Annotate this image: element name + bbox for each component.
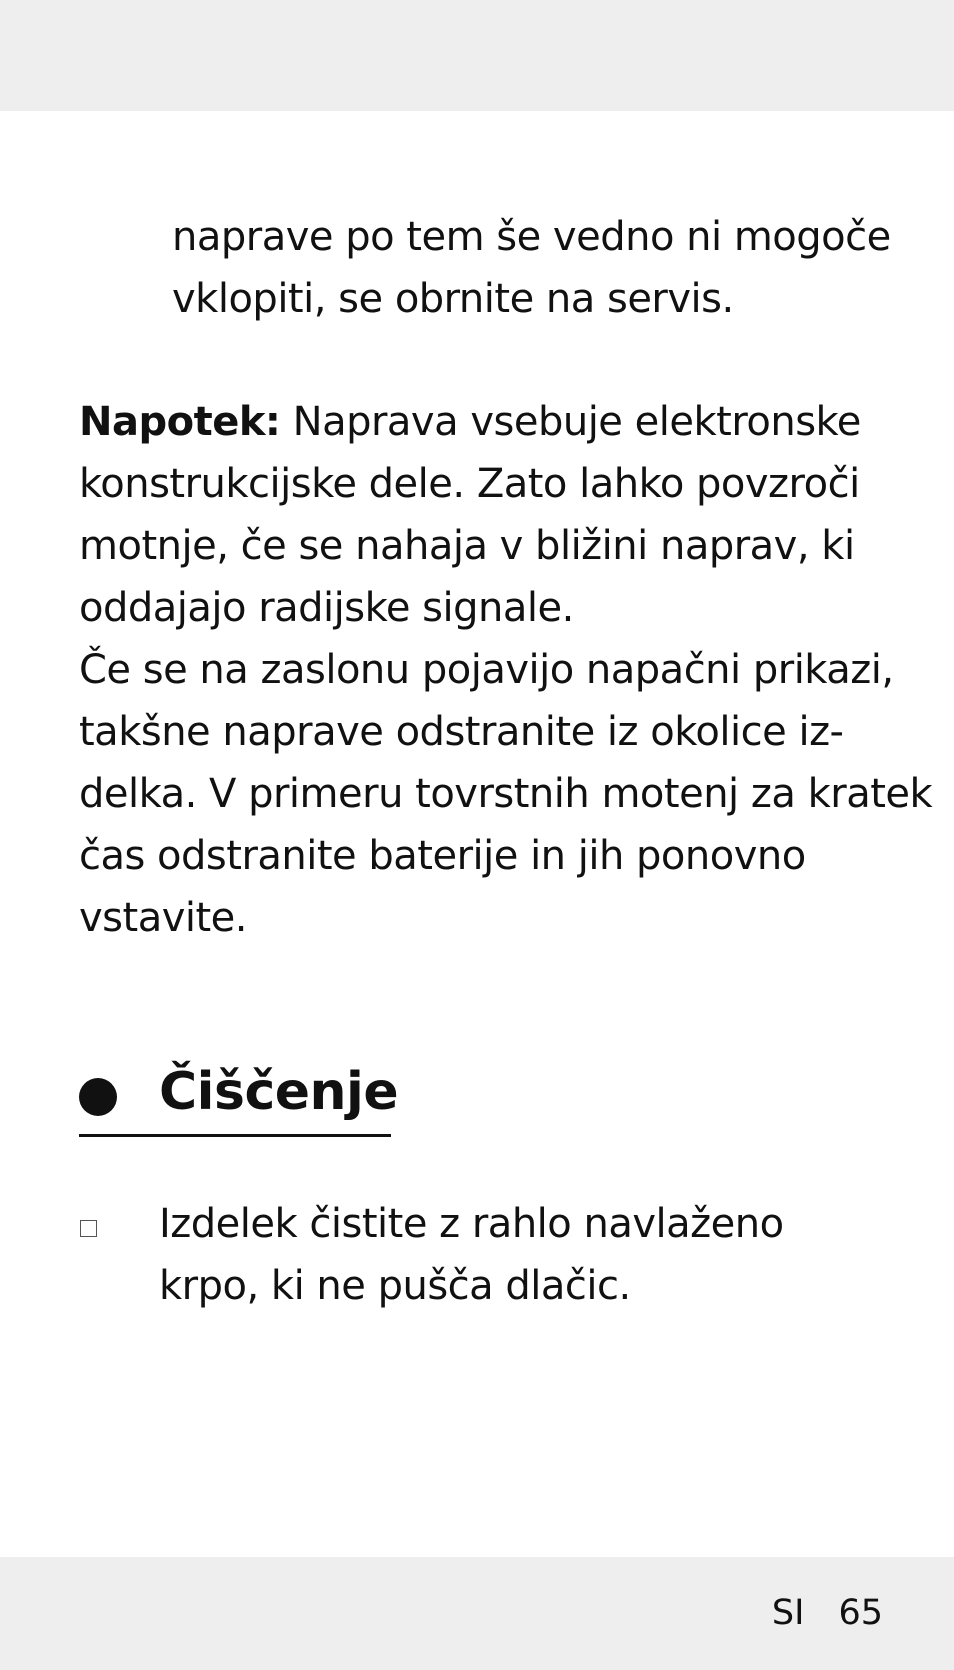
note-paragraph — [79, 391, 932, 949]
continued-paragraph — [172, 206, 891, 330]
text-line: Če se na zaslonu pojavijo napačni prikazi, — [79, 647, 894, 693]
text-line: vstavite. — [79, 895, 247, 941]
section-heading — [79, 1050, 399, 1137]
page-number: 65 — [838, 1593, 883, 1633]
text-line: takšne naprave odstranite iz okolice iz- — [79, 709, 844, 755]
header-band — [0, 0, 954, 111]
text-line: Izdelek čistite z rahlo navlaženo — [159, 1201, 784, 1247]
instruction-paragraph — [159, 1193, 784, 1317]
language-code: SI — [771, 1593, 805, 1633]
section-title: Čiščenje — [159, 1062, 399, 1122]
text-line — [79, 391, 932, 453]
text-line: konstrukcijske dele. Zato lahko povzroči — [79, 461, 860, 507]
note-first-line-text: Naprava vsebuje elektronske — [280, 399, 861, 445]
checkbox-square-icon — [80, 1220, 97, 1237]
text-line: čas odstranite baterije in jih ponovno — [79, 833, 806, 879]
page-footer — [772, 1589, 883, 1637]
text-line: oddajajo radijske signale. — [79, 585, 574, 631]
text-line: delka. V primeru tovrstnih motenj za kratek — [79, 771, 933, 817]
text-line: naprave po tem še vedno ni mogoče — [172, 214, 891, 260]
note-label: Napotek: — [79, 399, 281, 445]
bullet-dot-icon — [79, 1078, 117, 1116]
text-line: krpo, ki ne pušča dlačic. — [159, 1263, 631, 1309]
text-line: motnje, če se nahaja v bližini naprav, ki — [79, 523, 855, 569]
text-line: vklopiti, se obrnite na servis. — [172, 276, 734, 322]
